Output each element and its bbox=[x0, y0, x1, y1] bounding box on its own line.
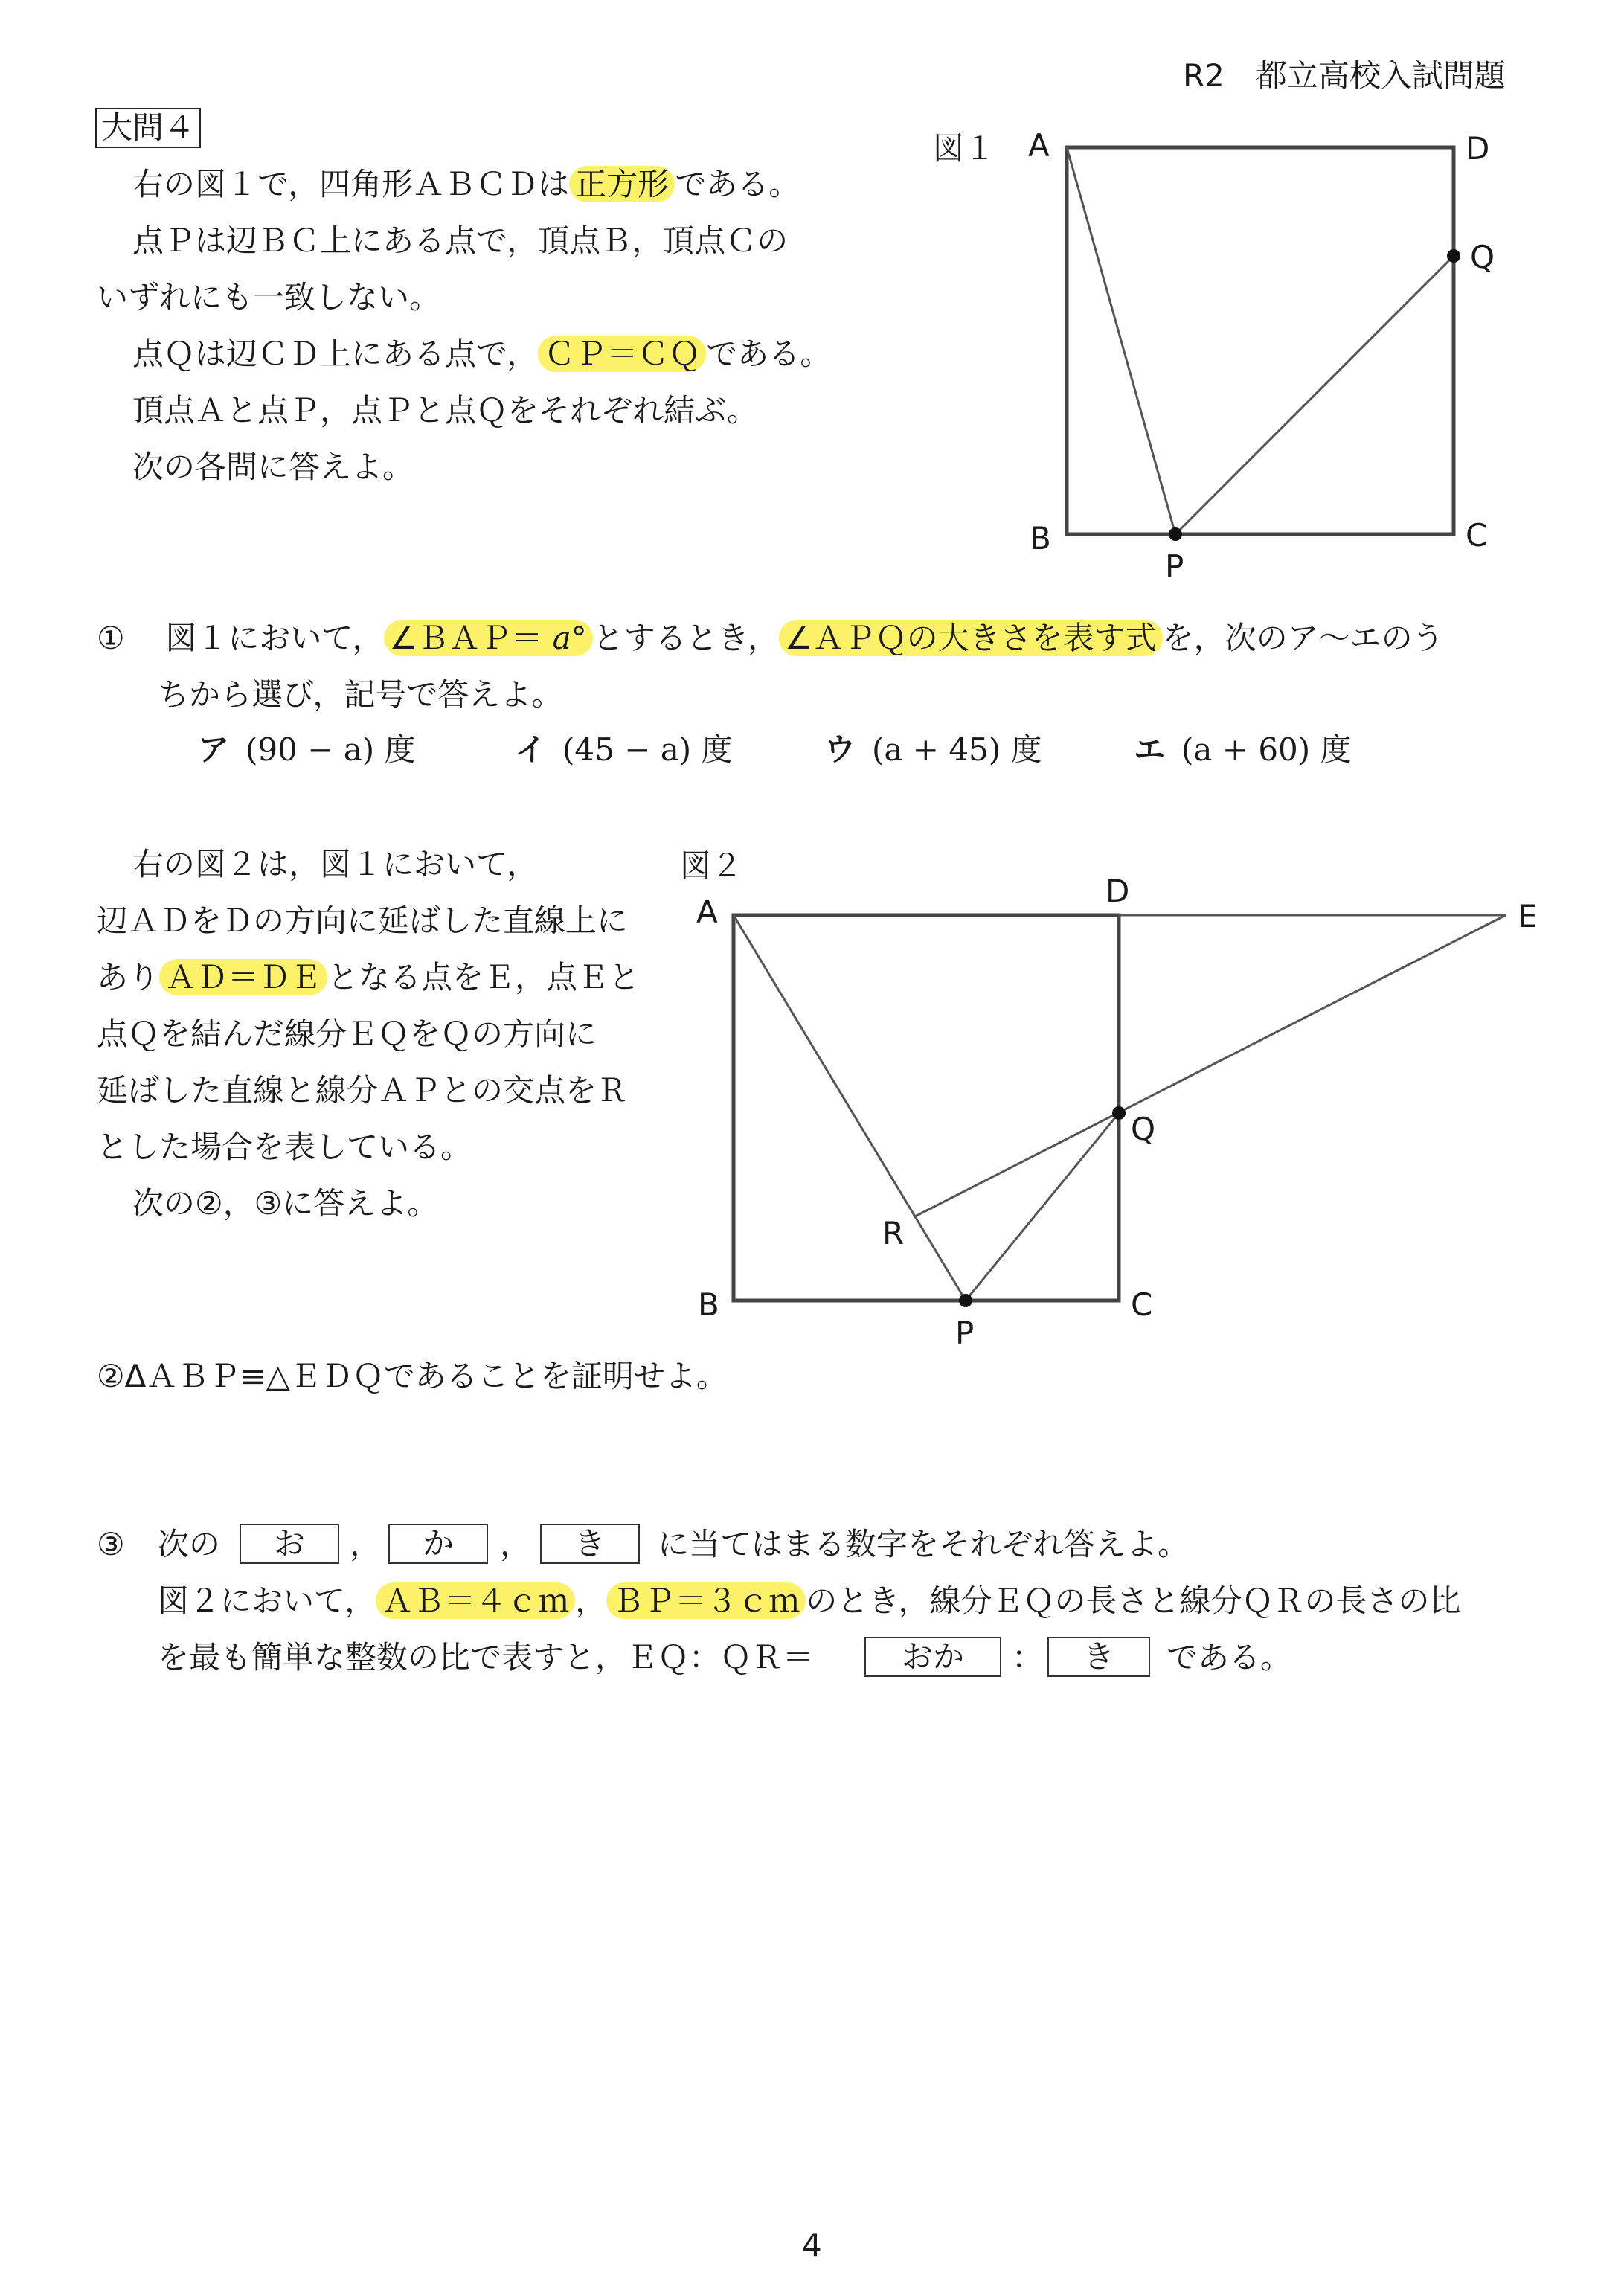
fig2-text-line-6: とした場合を表している。 bbox=[97, 1129, 472, 1165]
fig1-label-d: D bbox=[1466, 130, 1490, 167]
fig2-label-b: B bbox=[698, 1286, 719, 1323]
fig2-label-c: C bbox=[1131, 1286, 1153, 1323]
fig2-text-line-3: あり ＡＤ＝ＤＥ となる点をＥ，点Ｅと bbox=[97, 959, 641, 995]
question-3-line-3-post: である。 bbox=[1166, 1639, 1292, 1675]
fig2-label-p: P bbox=[955, 1315, 975, 1351]
fig1-label-b: B bbox=[1030, 520, 1051, 557]
choice-e: エ (a + 60) 度 bbox=[1134, 731, 1352, 768]
question-3-comma-1: ， bbox=[350, 1526, 382, 1562]
question-1-number: ① bbox=[97, 620, 125, 656]
answer-box-ka: か bbox=[388, 1524, 488, 1564]
figure-1-label: 図１ bbox=[933, 130, 996, 167]
question-3-pre: 次の bbox=[158, 1526, 221, 1562]
question-3-number: ③ bbox=[97, 1526, 125, 1562]
answer-box-ki-2: き bbox=[1047, 1637, 1150, 1677]
fig1-label-c: C bbox=[1466, 517, 1488, 554]
intro-line-4: 点Ｑは辺ＣＤ上にある点で， ＣＰ＝ＣＱ である。 bbox=[132, 336, 832, 372]
fig1-segment-ap bbox=[1067, 147, 1175, 534]
fig2-segment-pq bbox=[966, 1113, 1119, 1301]
choice-a: ア (90 − a) 度 bbox=[198, 731, 416, 768]
figure-1 bbox=[933, 127, 1495, 585]
answer-box-o: お bbox=[240, 1524, 339, 1564]
choice-i: イ (45 − a) 度 bbox=[515, 731, 733, 768]
highlight-angle-bap: ∠ＢＡＰ＝ a° bbox=[384, 620, 593, 656]
intro-line-6: 次の各問に答えよ。 bbox=[132, 449, 414, 485]
answer-box-oka: おか bbox=[864, 1637, 1001, 1677]
fig2-square bbox=[734, 915, 1119, 1301]
highlight-cp-cq: ＣＰ＝ＣＱ bbox=[538, 336, 706, 372]
fig1-label-q: Q bbox=[1470, 239, 1495, 275]
fig2-text-line-1: 右の図２は，図１において， bbox=[132, 846, 539, 882]
fig1-point-q bbox=[1447, 249, 1460, 263]
highlight-angle-apq-expr: ∠ＡＰＱの大きさを表す式 bbox=[779, 620, 1163, 656]
question-3-line-3: を最も簡単な整数の比で表すと，ＥＱ：ＱＲ＝ bbox=[158, 1639, 815, 1675]
fig2-label-r: R bbox=[882, 1215, 905, 1251]
intro-line-1: 右の図１で，四角形ＡＢＣＤは 正方形 である。 bbox=[132, 166, 800, 202]
fig1-label-a: A bbox=[1028, 127, 1050, 164]
problem-number-label: 大問４ bbox=[95, 108, 201, 148]
question-2: ②ΔＡＢＰ≡△ＥＤＱであることを証明せよ。 bbox=[97, 1358, 728, 1394]
highlight-ab-4cm: ＡＢ＝４ｃｍ bbox=[376, 1582, 575, 1619]
fig2-text-line-4: 点Ｑを結んだ線分ＥＱをＱの方向に bbox=[97, 1016, 597, 1052]
exam-title: R2 都立高校入試問題 bbox=[1183, 57, 1506, 94]
fig1-segment-pq bbox=[1175, 256, 1454, 534]
fig2-point-q bbox=[1112, 1106, 1126, 1120]
choice-u: ウ (a + 45) 度 bbox=[824, 731, 1042, 768]
question-1-line-1: ① 図１において， ∠ＢＡＰ＝ a° とするとき， ∠ＡＰＱの大きさを表す式 を，次のア～エのう bbox=[97, 620, 1444, 656]
question-3-comma-2: ， bbox=[500, 1526, 532, 1562]
question-3-line-2: 図２において， ＡＢ＝４ｃｍ ， ＢＰ＝３ｃｍ のとき，線分ＥＱの長さと線分ＱＲの長さの比 bbox=[158, 1582, 1461, 1619]
question-3-colon: ： bbox=[1012, 1639, 1044, 1675]
fig2-segment-ap bbox=[734, 915, 966, 1301]
figure-2 bbox=[680, 847, 1538, 1351]
fig1-square bbox=[1067, 147, 1454, 534]
fig2-label-q: Q bbox=[1131, 1111, 1156, 1147]
intro-line-2: 点Ｐは辺ＢＣ上にある点で，頂点Ｂ，頂点Ｃの bbox=[132, 222, 789, 259]
fig2-line-er bbox=[914, 915, 1506, 1217]
highlight-square: 正方形 bbox=[569, 166, 675, 202]
fig2-text-line-7: 次の②，③に答えよ。 bbox=[132, 1185, 439, 1222]
fig2-label-d: D bbox=[1105, 873, 1130, 909]
figure-2-label: 図２ bbox=[680, 847, 743, 884]
highlight-ad-de: ＡＤ＝ＤＥ bbox=[159, 959, 327, 995]
question-1-line-2: ちから選び，記号で答えよ。 bbox=[158, 676, 563, 713]
fig2-text-line-2: 辺ＡＤをＤの方向に延ばした直線上に bbox=[97, 902, 629, 939]
question-3-post: に当てはまる数字をそれぞれ答えよ。 bbox=[658, 1526, 1190, 1562]
fig2-label-e: E bbox=[1518, 898, 1538, 934]
answer-box-ki: き bbox=[540, 1524, 640, 1564]
intro-line-3: いずれにも一致しない。 bbox=[97, 279, 441, 315]
fig2-point-p bbox=[959, 1294, 972, 1307]
fig1-label-p: P bbox=[1165, 548, 1184, 585]
fig2-text-line-5: 延ばした直線と線分ＡＰとの交点をＲ bbox=[97, 1072, 629, 1109]
highlight-bp-3cm: ＢＰ＝３ｃｍ bbox=[606, 1582, 806, 1619]
intro-line-5: 頂点Ａと点Ｐ，点Ｐと点Ｑをそれぞれ結ぶ。 bbox=[132, 392, 758, 429]
fig1-point-p bbox=[1169, 527, 1182, 541]
page-number: 4 bbox=[802, 2227, 822, 2263]
fig2-label-a: A bbox=[696, 894, 718, 930]
